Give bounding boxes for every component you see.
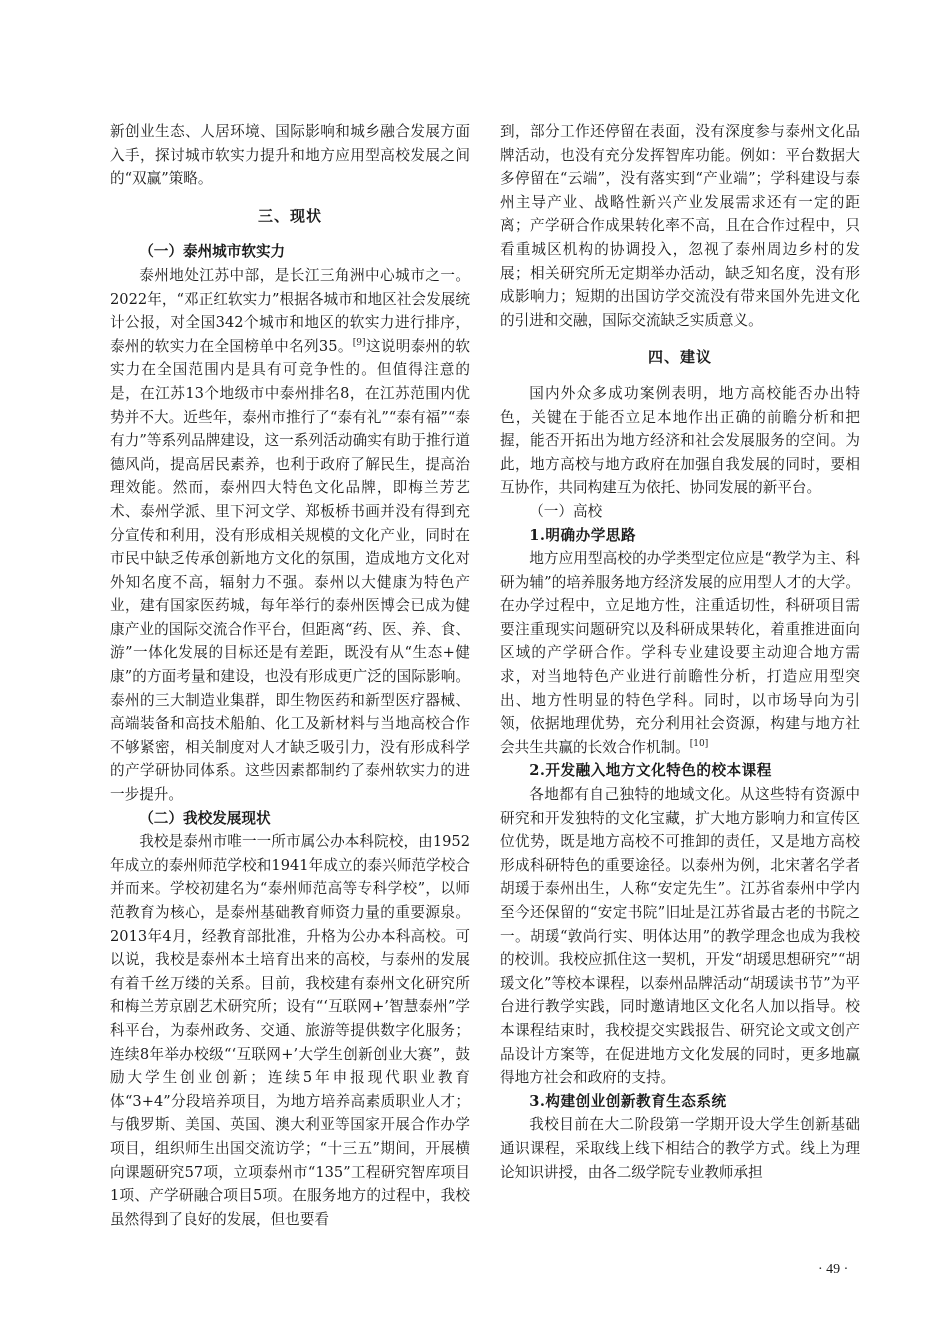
paragraph-school-continued: 到，部分工作还停留在表面，没有深度参与泰州文化品牌活动，也没有充分发挥智库功能。例如：平台数据大多停留在“云端”，没有落实到“产业端”；学科建设与泰州主导产业、战略性新兴产业发展需求还有一定的距离；产学研合作成果转化率不高，且在合作过程中，只看重城区机构的协调投入，忽视了泰州周边乡村的发展；相关研究所无定期举办活动，缺乏知名度，没有形成影响力；短期的出国访学交流没有带来国外先进文化的引进和交融，国际交流缺乏实质意义。 bbox=[500, 123, 860, 329]
section-heading-3: 三、现状 bbox=[257, 206, 322, 225]
item-heading-3: 3.构建创业创新教育生态系统 bbox=[529, 1092, 727, 1110]
paragraph-softpower bbox=[110, 264, 470, 807]
paragraph-item-2: 各地都有自己独特的地域文化。从这些特有资源中研究和开发独特的文化宝藏，扩大地方影响力和宣传区位优势，既是地方高校不可推卸的责任，又是地方高校形成科研特色的重要途径。以泰州为例，北宋著名学者胡瑗于泰州出生，人称“安定先生”。江苏省泰州中学内至今还保留的“安定书院”旧址是江苏省最古老的书院之一。胡瑗“敦尚行实、明体达用”的教学理念也成为我校的校训。我校应抓住这一契机，开发“胡瑗思想研究”“胡瑗文化”等校本课程，以泰州品牌活动“胡瑗读书节”为平台进行教学实践，同时邀请地区文化名人加以指导。校本课程结束时，我校提交实践报告、研究论文或文创产品设计方案等，在促进地方文化发展的同时，更多地赢得地方社会和政府的支持。 bbox=[500, 786, 860, 1087]
left-column bbox=[110, 120, 470, 1231]
page-number: · 49 · bbox=[818, 1262, 849, 1277]
paragraph-suggestions: 国内外众多成功案例表明，地方高校能否办出特色，关键在于能否立足本地作出正确的前瞻分析和把握，能否开拓出为地方经济和社会发展服务的空间。为此，地方高校与地方政府在加强自我发展的同时，要相互协作，共同构建互为依托、协同发展的新平台。 bbox=[500, 384, 860, 497]
reference-10: [10] bbox=[689, 738, 709, 749]
paragraph-item-1-text: 地方应用型高校的办学类型定位应是“教学为主、科研为辅”的培养服务地方经济发展的应用型人才的大学。在办学过程中，立足地方性，注重适切性，科研项目需要注重现实问题研究以及科研成果转化，着重推进面向区域的产学研合作。学科专业建设要主动迎合地方需求，对当地特色产业进行前瞻性分析，打造应用型突出、地方性明显的特色学科。同时，以市场导向为引领，依据地理优势，充分利用社会资源，构建与地方社会共生共赢的长效合作机制。 bbox=[500, 550, 860, 756]
paragraph-softpower-a: 泰州地处江苏中部，是长江三角洲中心城市之一。2022年，“邓正红软实力”根据各城市和地区社会发展统计公报，对全国342个城市和地区的软实力进行排序，泰州的软实力在全国榜单中名列35。 bbox=[110, 266, 470, 355]
paragraph-softpower-b: 这说明泰州的软实力在全国范围内是具有可竞争性的。但值得注意的是，在江苏13个地级市中泰州排名8，在江苏范围内优势并不大。近些年，泰州市推行了“泰有礼”“泰有福”“泰有力”等系列品牌建设，这一系列活动确实有助于推行道德风尚，提高居民素养，也利于政府了解民生，提高治理效能。然而，泰州四大特色文化品牌，即梅兰芳艺术、泰州学派、里下河文学、郑板桥书画并没有得到充分宣传和利用，没有形成相关规模的文化产业，同时在市民中缺乏传承创新地方文化的氛围，造成地方文化对外知名度不高，辐射力不强。泰州以大健康为特色产业，建有国家医药城，每年举行的泰州医博会已成为健康产业的国际交流合作平台，但距离“药、医、养、食、游”一体化发展的目标还是有差距，既没有从“生态+健康”的方面考量和建设，也没有形成更广泛的国际影响。泰州的三大制造业集群，即生物医药和新型医疗器械、高端装备和高技术船舶、化工及新材料与当地高校合作不够紧密，相关制度对人才缺乏吸引力，没有形成科学的产学研协同体系。这些因素都制约了泰州软实力的进一步提升。 bbox=[110, 337, 470, 804]
section-heading-4: 四、建议 bbox=[647, 348, 712, 367]
paragraph-item-1 bbox=[500, 547, 860, 759]
reference-9: [9] bbox=[352, 337, 366, 348]
subheading-school-status: （二）我校发展现状 bbox=[139, 809, 271, 827]
subheading-softpower: （一）泰州城市软实力 bbox=[139, 243, 286, 261]
item-heading-1: 1.明确办学思路 bbox=[529, 526, 636, 544]
paragraph-school-status: 我校是泰州市唯一一所市属公办本科院校，由1952年成立的泰州师范学校和1941年成立的泰兴师范学校合并而来。学校初建名为“泰州师范高等专科学校”，以师范教育为核心，是泰州基础教育师资力量的重要源泉。2013年4月，经教育部批准，升格为公办本科高校。可以说，我校是泰州本土培育出来的高校，与泰州的发展有着千丝万缕的关系。目前，我校建有泰州文化研究所和梅兰芳京剧艺术研究所；设有“‘互联网+’智慧泰州”学科平台，为泰州政务、交通、旅游等提供数字化服务；连续8年举办校级“‘互联网+’大学生创新创业大赛”，鼓励大学生创业创新；连续5年申报现代职业教育体“3+4”分段培养项目，为地方培养高素质职业人才；与俄罗斯、美国、英国、澳大利亚等国家开展合作办学项目，组织师生出国交流访学；“十三五”期间，开展横向课题研究57项，立项泰州市“135”工程研究智库项目1项、产学研融合项目5项。在服务地方的过程中，我校虽然得到了良好的发展，但也要看 bbox=[110, 833, 470, 1228]
right-column bbox=[500, 120, 860, 1184]
item-heading-2: 2.开发融入地方文化特色的校本课程 bbox=[529, 762, 772, 780]
paragraph-item-3: 我校目前在大二阶段第一学期开设大学生创新基础通识课程，采取线上线下相结合的教学方式。线上为理论知识讲授，由各二级学院专业教师承担 bbox=[500, 1116, 860, 1181]
subheading-universities: （一）高校 bbox=[529, 502, 603, 520]
paragraph-intro-continued: 新创业生态、人居环境、国际影响和城乡融合发展方面入手，探讨城市软实力提升和地方应用型高校发展之间的“双赢”策略。 bbox=[110, 123, 470, 188]
